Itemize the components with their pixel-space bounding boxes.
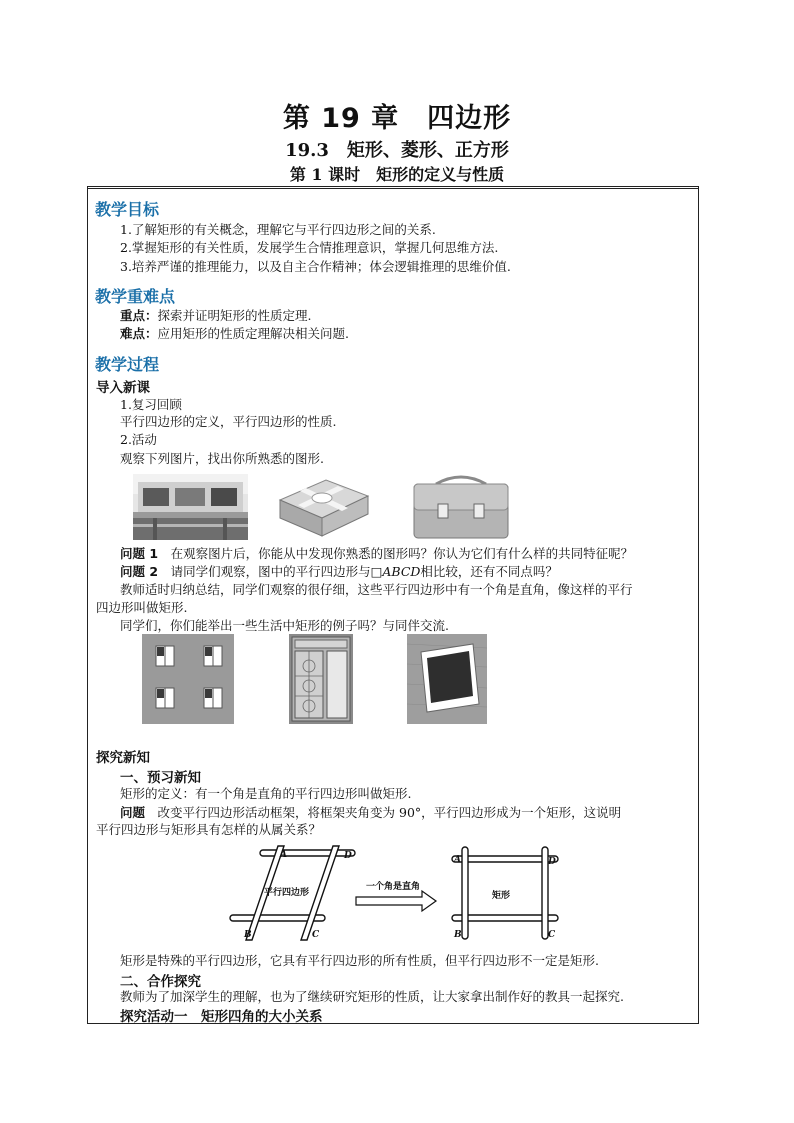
gift-box-photo — [276, 474, 372, 540]
problem-line-1 — [120, 805, 621, 821]
lesson-title: 第 1 课时 矩形的定义与性质 — [289, 165, 505, 184]
definition-text: 矩形的定义：有一个角是直角的平行四边形叫做矩形. — [120, 786, 412, 801]
point-c-right: C — [548, 930, 556, 940]
frame-transformation-figure — [226, 845, 576, 945]
objective-item: 2.掌握矩形的有关性质，发展学生合情推理意识，掌握几何思维方法. — [120, 240, 499, 255]
activity-label: 2.活动 — [120, 432, 157, 447]
point-b-right: B — [454, 930, 462, 940]
summary-line-2: 四边形叫做矩形. — [96, 600, 188, 615]
activity1-heading: 探究活动一 矩形四角的大小关系 — [120, 1009, 323, 1025]
question-1 — [120, 546, 633, 562]
activity-text: 观察下列图片，找出你所熟悉的图形. — [120, 451, 324, 466]
difficulty-label: 难点： — [120, 326, 158, 341]
door-photo — [289, 634, 353, 724]
coop-text: 教师为了加深学生的理解，也为了继续研究矩形的性质，让大家拿出制作好的教具一起探究. — [120, 989, 624, 1004]
point-a-right: A — [454, 855, 461, 865]
section-title: 19.3 矩形、菱形、正方形 — [285, 140, 509, 161]
explore-heading: 探究新知 — [96, 750, 150, 766]
point-c-left: C — [312, 930, 320, 940]
review-label: 1.复习回顾 — [120, 397, 182, 412]
question-2-text-a: 请同学们观察，图中的平行四边形与 — [158, 564, 371, 579]
question-2-text-b: 相比较，还有不同点吗？ — [420, 564, 558, 579]
focus-line — [120, 308, 312, 324]
point-a-left: A — [280, 850, 287, 860]
summary-line-1: 教师适时归纳总结，同学们观察的很仔细，这些平行四边形中有一个角是直角，像这样的平行 — [120, 582, 633, 597]
conclusion-text: 矩形是特殊的平行四边形，它具有平行四边形的所有性质，但平行四边形不一定是矩形. — [120, 953, 599, 968]
question-2-symbol: □ABCD — [370, 564, 421, 579]
difficulty-line — [120, 326, 349, 342]
problem-label: 问题 — [120, 805, 146, 820]
parallelogram-label: 平行四边形 — [264, 888, 310, 898]
question-2-label: 问题 2 — [120, 564, 159, 579]
chapter-title: 第 19 章 四边形 — [282, 103, 512, 134]
review-text: 平行四边形的定义，平行四边形的性质. — [120, 414, 337, 429]
windows-photo — [142, 634, 234, 724]
examples-text: 同学们，你们能举出一些生活中矩形的例子吗？与同伴交流. — [120, 618, 449, 633]
coop-heading: 二、合作探究 — [120, 974, 201, 990]
bag-photo — [406, 474, 516, 540]
difficulty-text: 应用矩形的性质定理解决相关问题. — [157, 326, 349, 341]
problem-line-2: 平行四边形与矩形具有怎样的从属关系？ — [96, 822, 322, 837]
point-b-left: B — [244, 930, 252, 940]
objective-item: 3.培养严谨的推理能力，以及自主合作精神；体会逻辑推理的思维价值. — [120, 259, 511, 274]
building-photo — [133, 474, 248, 540]
question-2 — [120, 564, 558, 580]
preview-heading: 一、预习新知 — [120, 770, 201, 786]
point-d-right: D — [548, 857, 556, 867]
problem-text: 改变平行四边形活动框架，将框架夹角变为 90°，平行四边形成为一个矩形，这说明 — [145, 805, 622, 820]
point-d-left: D — [344, 851, 352, 861]
intro-heading: 导入新课 — [96, 380, 150, 396]
question-1-text: 在观察图片后，你能从中发现你熟悉的图形吗？你认为它们有什么样的共同特征呢？ — [158, 546, 634, 561]
focus-text: 探索并证明矩形的性质定理. — [157, 308, 312, 323]
rectangle-label: 矩形 — [492, 891, 511, 901]
objectives-heading: 教学目标 — [95, 200, 160, 219]
process-heading: 教学过程 — [95, 355, 160, 374]
keypoints-heading: 教学重难点 — [95, 287, 176, 306]
question-1-label: 问题 1 — [120, 546, 159, 561]
arrow-label: 一个角是直角 — [366, 882, 421, 892]
focus-label: 重点： — [120, 308, 158, 323]
objective-item: 1.了解矩形的有关概念，理解它与平行四边形之间的关系. — [120, 222, 436, 237]
photo-frame-photo — [407, 634, 487, 724]
